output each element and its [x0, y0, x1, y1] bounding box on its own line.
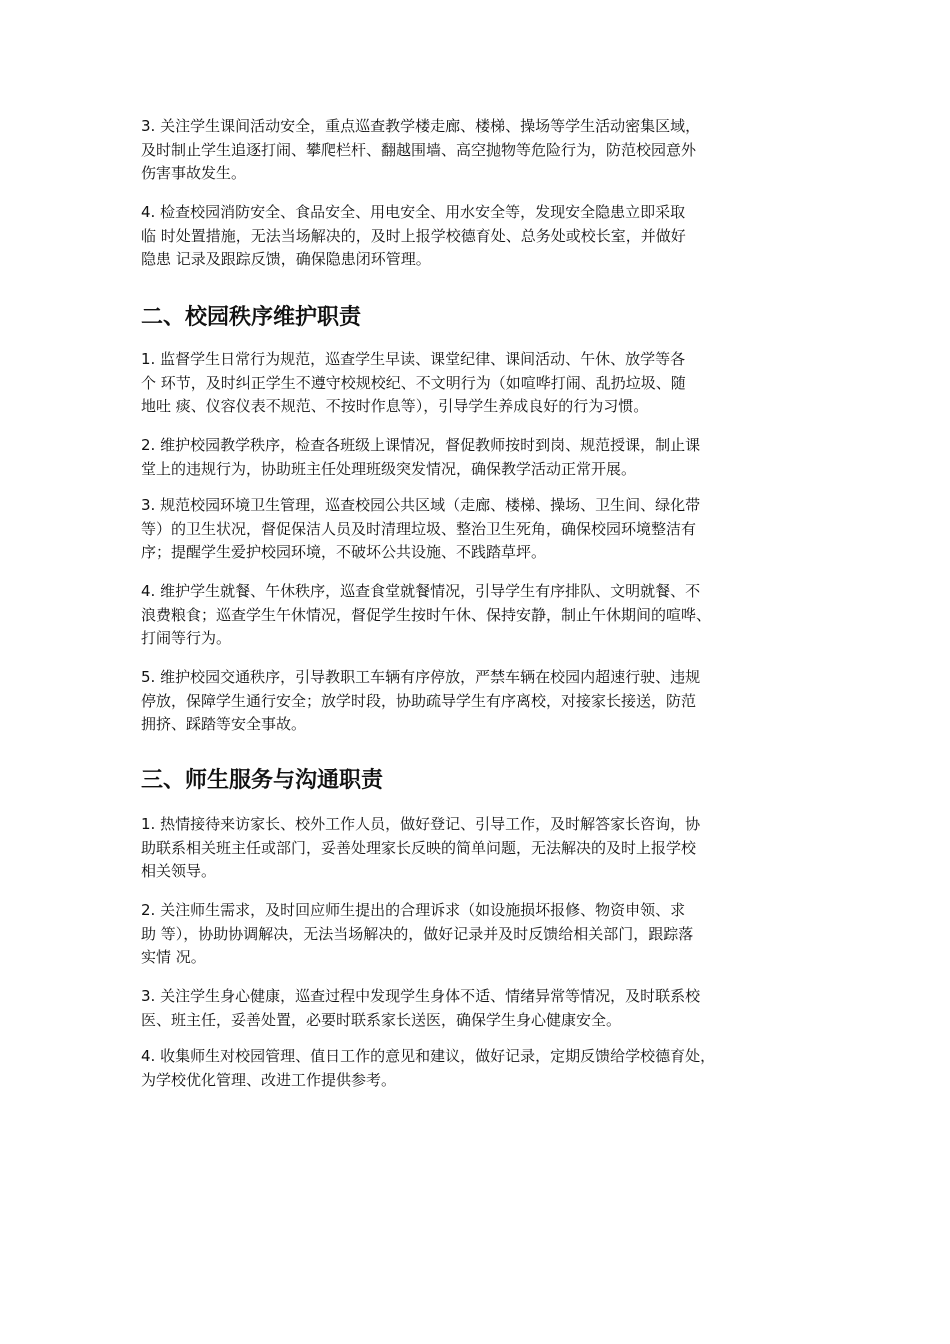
text-line: 浪费粮食；巡查学生午休情况，督促学生按时午休、保持安静，制止午休期间的喧哗、 — [141, 605, 712, 624]
text-line: 停放，保障学生通行安全；放学时段，协助疏导学生有序离校，对接家长接送，防范 — [141, 691, 697, 710]
section-heading-order: 二、校园秩序维护职责 — [141, 305, 362, 330]
text-line: 隐患 记录及跟踪反馈，确保隐患闭环管理。 — [141, 250, 431, 268]
paragraph-safety-4 — [141, 201, 821, 272]
text-line: 1. 热情接待来访家长、校外工作人员，做好登记、引导工作，及时解答家长咨询，协 — [141, 815, 701, 833]
paragraph-order-4 — [141, 580, 821, 651]
text-line: 地吐 痰、仪容仪表不规范、不按时作息等），引导学生养成良好的行为习惯。 — [141, 397, 649, 415]
text-line: 2. 关注师生需求，及时回应师生提出的合理诉求（如设施损坏报修、物资申领、求 — [141, 901, 686, 919]
text-line: 2. 维护校园教学秩序，检查各班级上课情况，督促教师按时到岗、规范授课，制止课 — [141, 436, 701, 454]
text-line: 相关领导。 — [141, 862, 217, 880]
paragraph-order-1 — [141, 348, 821, 419]
text-line: 临 时处置措施，无法当场解决的，及时上报学校德育处、总务处或校长室，并做好 — [141, 226, 686, 245]
paragraph-order-3 — [141, 494, 821, 565]
text-line: 序；提醒学生爱护校园环境，不破坏公共设施、不践踏草坪。 — [141, 543, 547, 561]
text-line: 3. 关注学生身心健康，巡查过程中发现学生身体不适、情绪异常等情况，及时联系校 — [141, 987, 701, 1005]
text-line: 拥挤、踩踏等安全事故。 — [141, 715, 307, 733]
paragraph-service-4 — [141, 1045, 821, 1092]
text-line: 及时制止学生追逐打闹、攀爬栏杆、翻越围墙、高空抛物等危险行为，防范校园意外 — [141, 140, 697, 159]
text-line: 助联系相关班主任或部门，妥善处理家长反映的简单问题，无法解决的及时上报学校 — [141, 838, 697, 857]
text-line: 为学校优化管理、改进工作提供参考。 — [141, 1070, 397, 1089]
text-line: 助 等），协助协调解决，无法当场解决的，做好记录并及时反馈给相关部门，跟踪落 — [141, 924, 694, 943]
section-heading-service: 三、师生服务与沟通职责 — [141, 768, 384, 793]
text-line: 4. 收集师生对校园管理、值日工作的意见和建议，做好记录，定期反馈给学校德育处， — [141, 1047, 716, 1065]
paragraph-safety-3 — [141, 115, 821, 186]
paragraph-order-5 — [141, 666, 821, 737]
paragraph-service-2 — [141, 899, 821, 970]
text-line: 实情 况。 — [141, 948, 206, 966]
text-line: 个 环节，及时纠正学生不遵守校规校纪、不文明行为（如喧哗打闹、乱扔垃圾、随 — [141, 373, 686, 392]
text-line: 医、班主任，妥善处置，必要时联系家长送医，确保学生身心健康安全。 — [141, 1010, 622, 1029]
paragraph-order-2 — [141, 434, 821, 481]
text-line: 堂上的违规行为，协助班主任处理班级突发情况，确保教学活动正常开展。 — [141, 459, 637, 478]
text-line: 3. 规范校园环境卫生管理，巡查校园公共区域（走廊、楼梯、操场、卫生间、绿化带 — [141, 496, 701, 514]
text-line: 5. 维护校园交通秩序，引导教职工车辆有序停放，严禁车辆在校园内超速行驶、违规 — [141, 668, 701, 686]
text-line: 伤害事故发生。 — [141, 164, 247, 182]
text-line: 等）的卫生状况，督促保洁人员及时清理垃圾、整治卫生死角，确保校园环境整洁有 — [141, 519, 697, 538]
text-line: 1. 监督学生日常行为规范，巡查学生早读、课堂纪律、课间活动、午休、放学等各 — [141, 350, 686, 368]
paragraph-service-3 — [141, 985, 821, 1032]
text-line: 3. 关注学生课间活动安全，重点巡查教学楼走廊、楼梯、操场等学生活动密集区域， — [141, 117, 701, 135]
text-line: 4. 检查校园消防安全、食品安全、用电安全、用水安全等，发现安全隐患立即采取 — [141, 203, 686, 221]
text-line: 打闹等行为。 — [141, 629, 232, 647]
paragraph-service-1 — [141, 813, 821, 884]
text-line: 4. 维护学生就餐、午休秩序，巡查食堂就餐情况，引导学生有序排队、文明就餐、不 — [141, 582, 701, 600]
